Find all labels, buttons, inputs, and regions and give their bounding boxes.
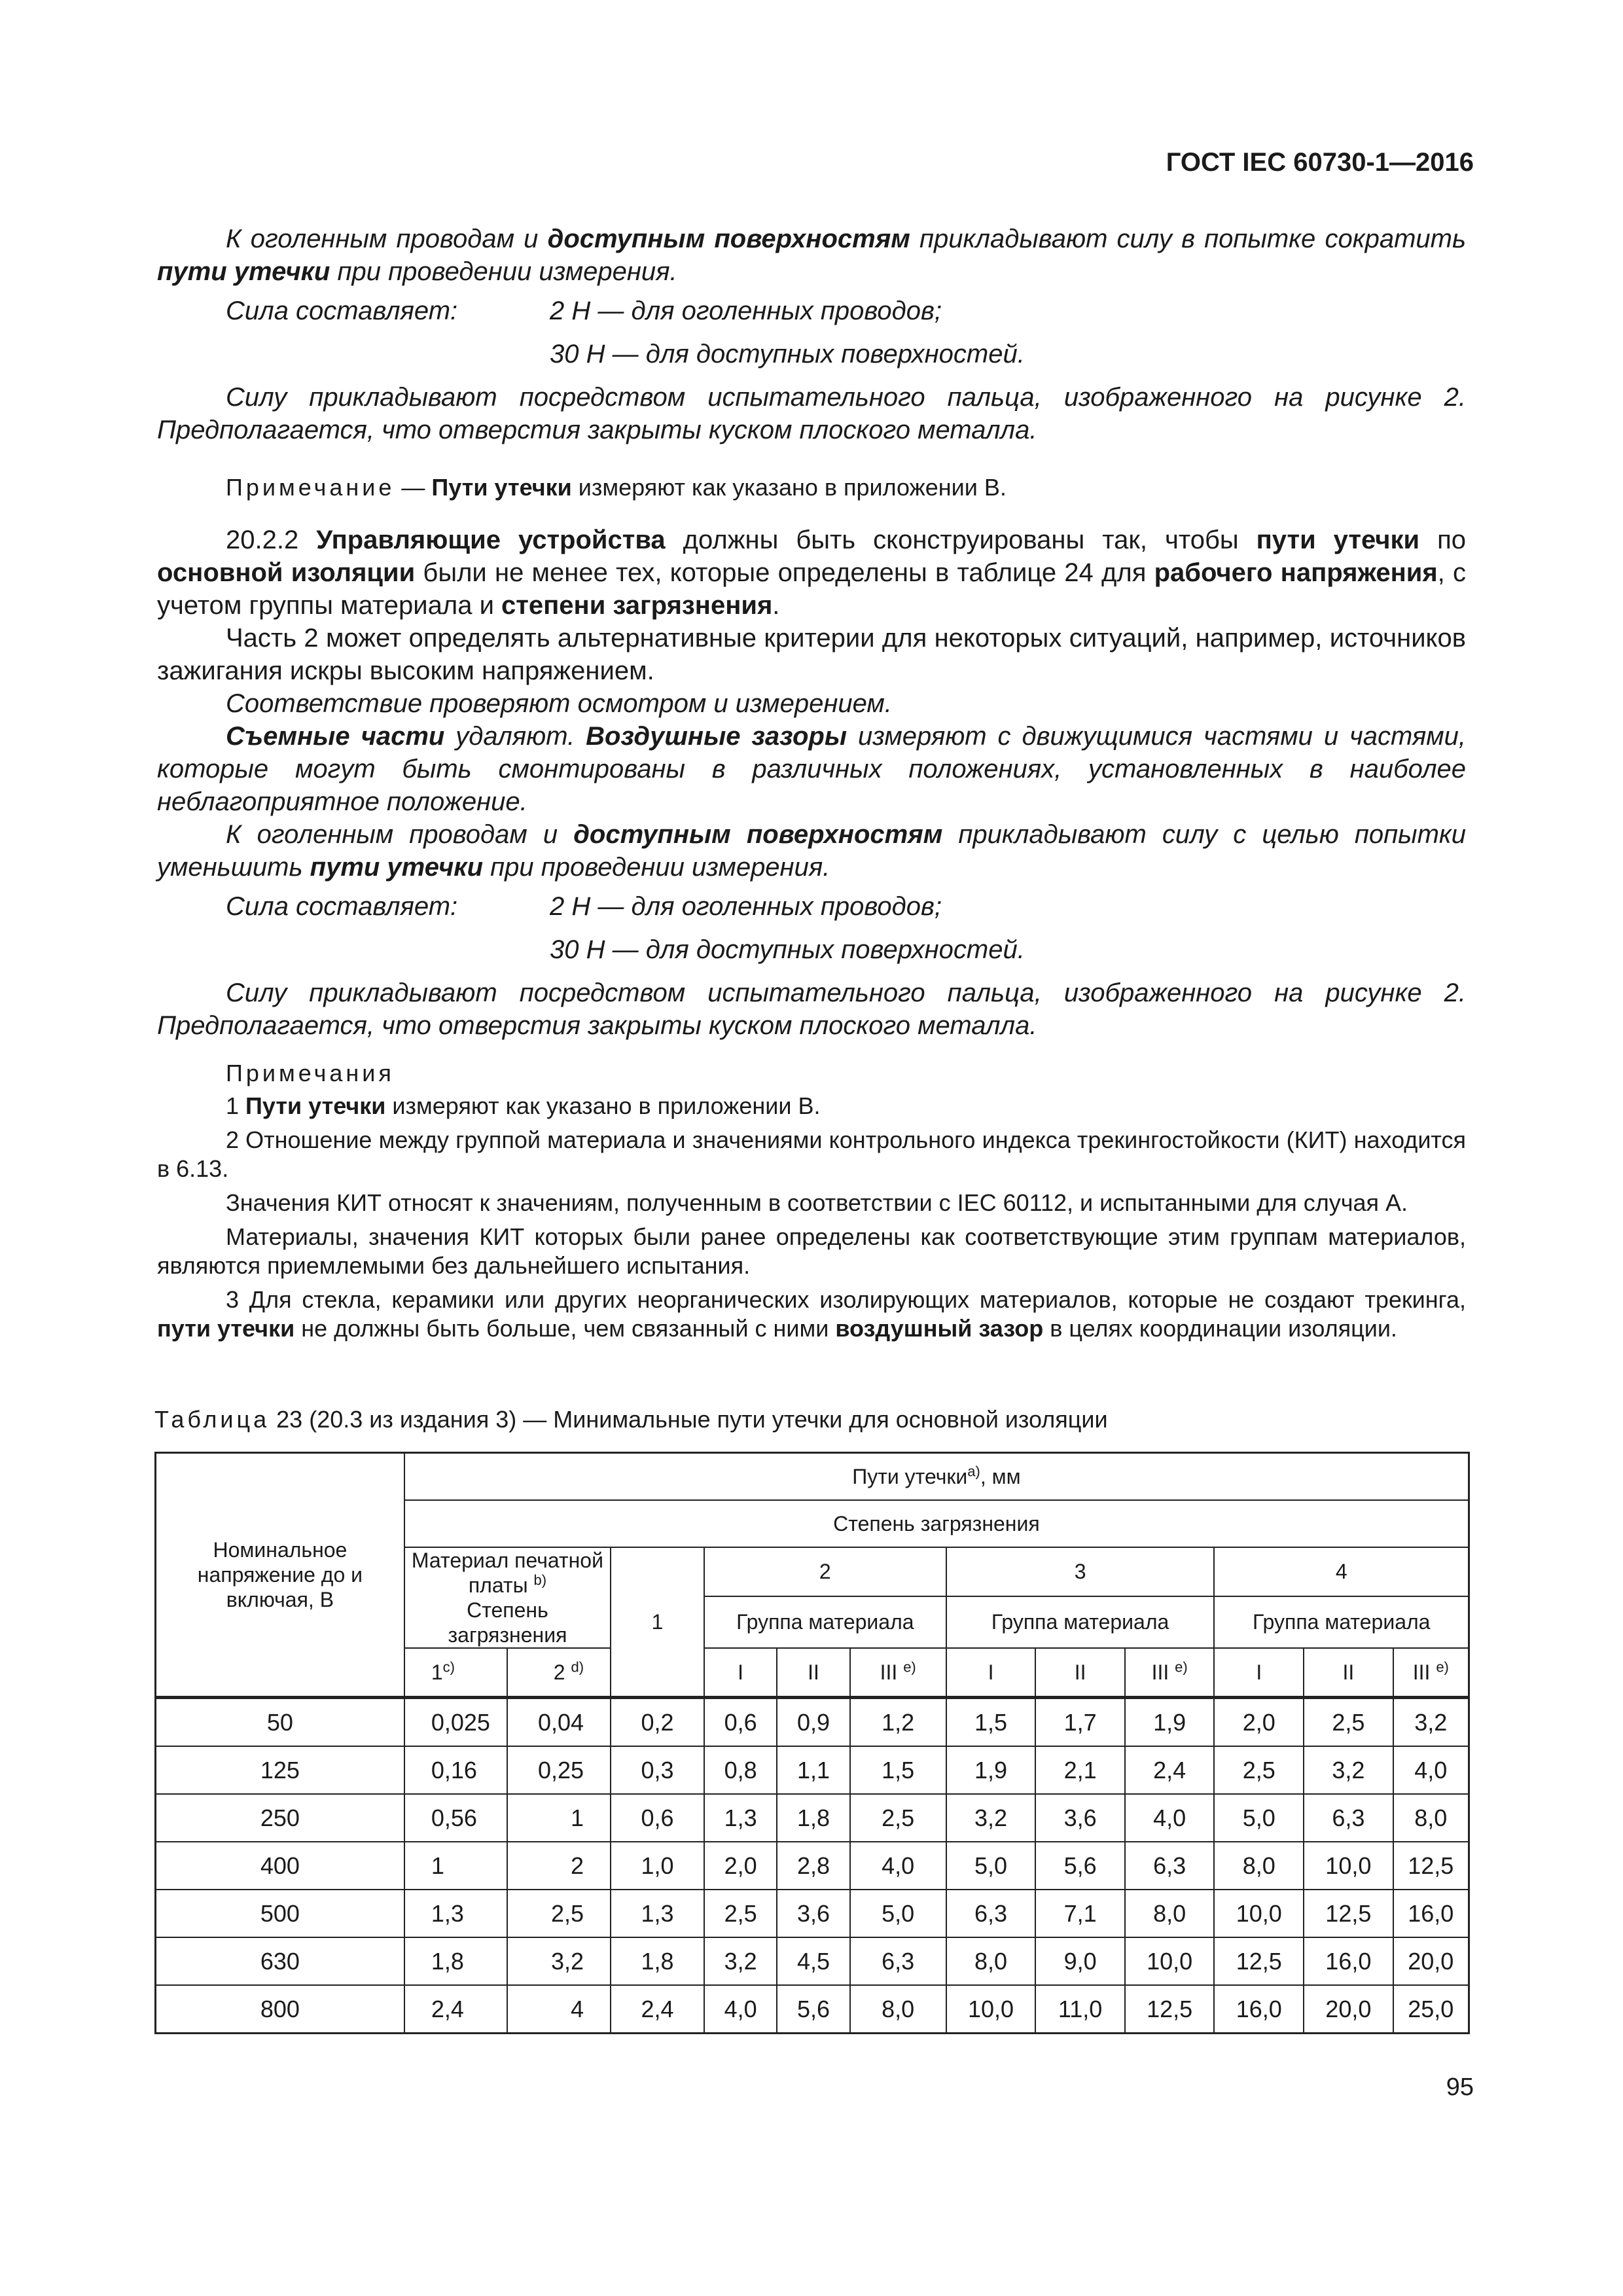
creepage-cell: 20,0 (1304, 1985, 1393, 2034)
creepage-cell: 10,0 (946, 1985, 1036, 2034)
creepage-cell: 6,3 (850, 1937, 946, 1985)
header-pcb-pd-2: 2 $^{d)}$ (507, 1648, 611, 1698)
creepage-cell: 6,3 (946, 1890, 1036, 1937)
creepage-cell: 12,5 (1125, 1985, 1215, 2034)
creepage-cell: 1,7 (1035, 1698, 1125, 1747)
creepage-cell: 3,2 (1393, 1698, 1469, 1747)
table-row (156, 1794, 1469, 1842)
header-material-group: Группа материала (946, 1596, 1215, 1647)
creepage-cell: 1,8 (777, 1794, 849, 1842)
creepage-cell: 2,0 (704, 1842, 777, 1890)
table-row (156, 1890, 1469, 1937)
header-voltage: Номинальное напряжение до и включая, В (156, 1453, 404, 1698)
creepage-cell: 3,2 (507, 1937, 611, 1985)
table-row (156, 1698, 1469, 1747)
creepage-cell: 2,5 (1214, 1746, 1304, 1794)
creepage-cell: 5,0 (946, 1842, 1036, 1890)
creepage-cell: 3,2 (946, 1794, 1036, 1842)
creepage-cell: 8,0 (1125, 1890, 1215, 1937)
header-group-i: I (946, 1648, 1036, 1698)
creepage-cell: 12,5 (1393, 1842, 1469, 1890)
creepage-cell: 9,0 (1035, 1937, 1125, 1985)
header-material-group: Группа материала (1214, 1596, 1469, 1647)
creepage-cell: 2,5 (1304, 1698, 1393, 1747)
creepage-cell: 2,4 (404, 1985, 508, 2034)
creepage-cell: 11,0 (1035, 1985, 1125, 2034)
creepage-cell: 0,04 (507, 1698, 611, 1747)
header-group-iii: III $^{e)}$ (1125, 1648, 1215, 1698)
creepage-cell: 8,0 (1393, 1794, 1469, 1842)
creepage-cell: 4,0 (704, 1985, 777, 2034)
header-group-ii: II (1304, 1648, 1393, 1698)
voltage-cell: 500 (156, 1890, 404, 1937)
creepage-cell: 0,25 (507, 1746, 611, 1794)
header-creepage: Пути утечки$^{a)}$, мм (404, 1453, 1469, 1500)
creepage-cell: 3,2 (704, 1937, 777, 1985)
header-pcb-material: Материал печатной платы $^{b)}$ Степень загрязнения (404, 1547, 611, 1648)
creepage-cell: 5,6 (1035, 1842, 1125, 1890)
header-group-ii: II (1035, 1648, 1125, 1698)
header-group-i: I (704, 1648, 777, 1698)
voltage-cell: 800 (156, 1985, 404, 2034)
table-row (156, 1985, 1469, 2034)
creepage-cell: 0,56 (404, 1794, 508, 1842)
paragraph: Часть 2 может определять альтернативные критерии для некоторых ситуаций, например, источников зажигания искры высоким напряжением. (157, 624, 1466, 685)
header-pd-1: 1 (611, 1547, 704, 1698)
creepage-cell: 1,9 (1125, 1698, 1215, 1747)
voltage-cell: 125 (156, 1746, 404, 1794)
creepage-cell: 4,5 (777, 1937, 849, 1985)
table-caption: Таблица 23 (20.3 из издания 3) — Минимальные пути утечки для основной изоляции (154, 1406, 1108, 1433)
creepage-cell: 2,1 (1035, 1746, 1125, 1794)
table-row (156, 1842, 1469, 1890)
creepage-cell: 2,5 (507, 1890, 611, 1937)
creepage-cell: 2,4 (1125, 1746, 1215, 1794)
creepage-cell: 20,0 (1393, 1937, 1469, 1985)
paragraph: К оголенным проводам и доступным поверхностям прикладывают силу с целью попытки уменьшить пути утечки при проведении измерения. (157, 820, 1467, 882)
creepage-cell: 6,3 (1304, 1794, 1393, 1842)
creepage-cell: 4 (507, 1985, 611, 2034)
creepage-cell: 2 (507, 1842, 611, 1890)
creepage-cell: 10,0 (1214, 1890, 1304, 1937)
creepage-cell: 3,2 (1304, 1746, 1393, 1794)
creepage-cell: 1,8 (611, 1937, 704, 1985)
creepage-cell: 5,6 (777, 1985, 849, 2034)
header-pd-3: 3 (946, 1547, 1215, 1597)
creepage-cell: 12,5 (1304, 1890, 1393, 1937)
creepage-cell: 7,1 (1035, 1890, 1125, 1937)
note-item: 3 Для стекла, керамики или других неорганических изолирующих материалов, которые не создают трекинга, пути утечки не должны быть больше, чем связанный с ними воздушный зазор в целях координации изоляции. (157, 1286, 1466, 1342)
header-material-group: Группа материала (704, 1596, 946, 1647)
creepage-cell: 5,0 (1214, 1794, 1304, 1842)
creepage-cell: 4,0 (1125, 1794, 1215, 1842)
creepage-cell: 1,9 (946, 1746, 1036, 1794)
table-row (156, 1746, 1469, 1794)
creepage-cell: 0,16 (404, 1746, 508, 1794)
paragraph: Съемные части удаляют. Воздушные зазоры измеряют с движущимися частями и частями, которые могут быть смонтированы в различных положениях, установленных в наиболее неблагоприятное положение. (157, 722, 1466, 816)
creepage-cell: 4,0 (850, 1842, 946, 1890)
creepage-cell: 4,0 (1393, 1746, 1469, 1794)
note-item: Материалы, значения КИТ которых были ранее определены как соответствующие этим группам материалов, являются приемлемыми без дальнейшего испытания. (157, 1223, 1466, 1279)
voltage-cell: 50 (156, 1698, 404, 1747)
creepage-cell: 0,8 (704, 1746, 777, 1794)
header-group-i: I (1214, 1648, 1304, 1698)
paragraph: 20.2.2 Управляющие устройства должны быть сконструированы так, чтобы пути утечки по основной изоляции были не менее тех, которые определены в таблице 24 для рабочего напряжения, с учетом группы материала и степени загрязнения. (157, 526, 1467, 620)
creepage-cell: 1,5 (850, 1746, 946, 1794)
creepage-cell: 0,3 (611, 1746, 704, 1794)
table-body (156, 1698, 1469, 2034)
creepage-cell: 2,8 (777, 1842, 849, 1890)
creepage-cell: 1,1 (777, 1746, 849, 1794)
creepage-cell: 12,5 (1214, 1937, 1304, 1985)
creepage-cell: 1 (507, 1794, 611, 1842)
creepage-cell: 16,0 (1214, 1985, 1304, 2034)
creepage-cell: 16,0 (1393, 1890, 1469, 1937)
creepage-cell: 2,5 (850, 1794, 946, 1842)
paragraph: Силу прикладывают посредством испытательного пальца, изображенного на рисунке 2. Предполагается, что отверстия закрыты куском плоского металла. (157, 383, 1466, 444)
creepage-cell: 0,2 (611, 1698, 704, 1747)
creepage-cell: 6,3 (1125, 1842, 1215, 1890)
force-line: 30 Н — для доступных поверхностей. (550, 340, 1025, 368)
document-id: ГОСТ IEC 60730-1—2016 (1166, 148, 1474, 177)
creepage-cell: 8,0 (1214, 1842, 1304, 1890)
header-group-iii: III $^{e)}$ (850, 1648, 946, 1698)
creepage-cell: 3,6 (1035, 1794, 1125, 1842)
note-item: Значения КИТ относят к значениям, полученным в соответствии с IEC 60112, и испытанными для случая А. (226, 1189, 1408, 1216)
creepage-cell: 0,9 (777, 1698, 849, 1747)
table-row (156, 1937, 1469, 1985)
force-line: Сила составляет: 2 Н — для оголенных проводов; (226, 296, 942, 325)
creepage-cell: 2,0 (1214, 1698, 1304, 1747)
header-pd-4: 4 (1214, 1547, 1469, 1597)
voltage-cell: 250 (156, 1794, 404, 1842)
creepage-cell: 1,5 (946, 1698, 1036, 1747)
voltage-cell: 630 (156, 1937, 404, 1985)
creepage-cell: 10,0 (1125, 1937, 1215, 1985)
creepage-cell: 1,3 (611, 1890, 704, 1937)
page-number: 95 (1446, 2073, 1474, 2101)
creepage-cell: 1,8 (404, 1937, 508, 1985)
creepage-cell: 1 (404, 1842, 508, 1890)
header-pd-2: 2 (704, 1547, 946, 1597)
clause-20-2-2 (157, 524, 1466, 1042)
header-pollution-degree: Степень загрязнения (404, 1500, 1469, 1547)
creepage-cell: 1,0 (611, 1842, 704, 1890)
creepage-cell: 8,0 (946, 1937, 1036, 1985)
creepage-cell: 2,5 (704, 1890, 777, 1937)
creepage-cell: 1,2 (850, 1698, 946, 1747)
force-line: Сила составляет: 2 Н — для оголенных проводов; (226, 892, 942, 921)
note-item: 1 Пути утечки измеряют как указано в приложении В. (226, 1092, 821, 1119)
creepage-cell: 0,6 (611, 1794, 704, 1842)
note: Примечание — Пути утечки измеряют как указано в приложении В. (226, 474, 1007, 501)
header-pcb-pd-1: 1$^{c)}$ (404, 1648, 508, 1698)
creepage-cell: 1,3 (704, 1794, 777, 1842)
creepage-cell: 8,0 (850, 1985, 946, 2034)
creepage-cell: 1,3 (404, 1890, 508, 1937)
creepage-cell: 0,025 (404, 1698, 508, 1747)
header-group-iii: III $^{e)}$ (1393, 1648, 1469, 1698)
creepage-table (154, 1452, 1470, 2034)
paragraph: Соответствие проверяют осмотром и измерением. (226, 689, 892, 718)
force-line: 30 Н — для доступных поверхностей. (550, 935, 1025, 964)
creepage-cell: 16,0 (1304, 1937, 1393, 1985)
creepage-cell: 3,6 (777, 1890, 849, 1937)
notes-block (157, 1059, 1466, 1343)
creepage-cell: 25,0 (1393, 1985, 1469, 2034)
voltage-cell: 400 (156, 1842, 404, 1890)
note-item: 2 Отношение между группой материала и значениями контрольного индекса трекингостойкости (КИТ) находится в 6.13. (157, 1126, 1466, 1182)
test-text-block-1 (157, 223, 1466, 446)
creepage-cell: 2,4 (611, 1985, 704, 2034)
notes-label: Примечания (226, 1060, 395, 1086)
creepage-cell: 10,0 (1304, 1842, 1393, 1890)
creepage-cell: 5,0 (850, 1890, 946, 1937)
creepage-cell: 0,6 (704, 1698, 777, 1747)
paragraph: Силу прикладывают посредством испытательного пальца, изображенного на рисунке 2. Предполагается, что отверстия закрыты куском плоского металла. (157, 978, 1466, 1040)
paragraph: К оголенным проводам и доступным поверхностям прикладывают силу в попытке сократить пути утечки при проведении измерения. (157, 224, 1466, 286)
header-group-ii: II (777, 1648, 849, 1698)
